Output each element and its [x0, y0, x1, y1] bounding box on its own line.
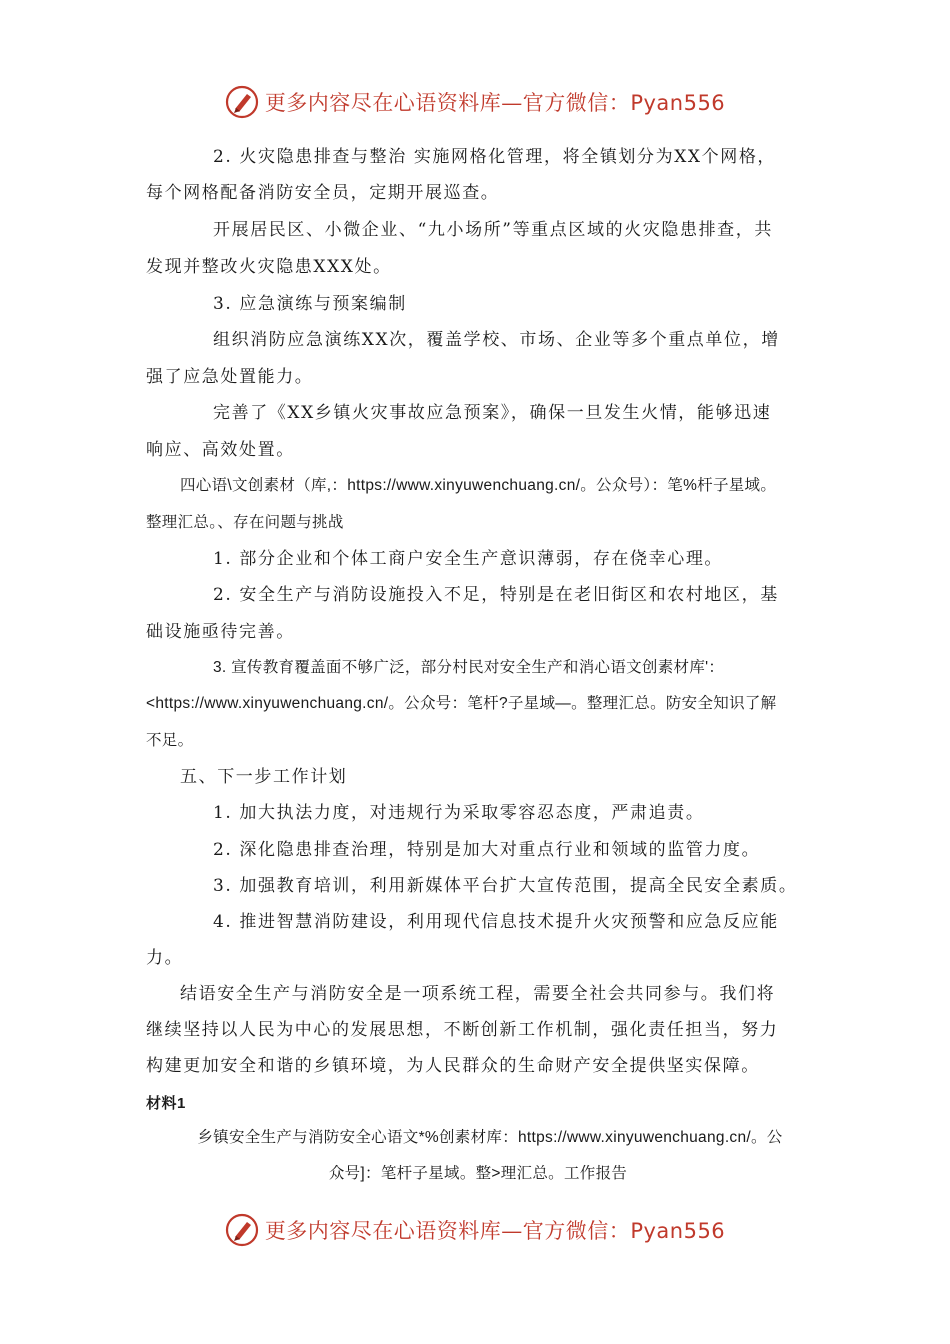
text-line: 1. 部分企业和个体工商户安全生产意识薄弱，存在侥幸心理。: [213, 549, 724, 569]
text-line: 构建更加安全和谐的乡镇环境，为人民群众的生命财产安全提供坚实保障。: [146, 1056, 760, 1076]
text-line: 2. 安全生产与消防设施投入不足，特别是在老旧街区和农村地区，基: [213, 585, 779, 605]
text-line: 4. 推进智慧消防建设，利用现代信息技术提升火灾预警和应急反应能: [213, 912, 779, 932]
wechat-id: Pyan556: [630, 91, 726, 115]
text-line: 强了应急处置能力。: [146, 367, 314, 387]
text-line: 3. 应急演练与预案编制: [213, 294, 407, 314]
text-line: 众号]：笔杆子星域。整>理汇总。工作报告: [328, 1165, 628, 1182]
text-line: <https://www.xinyuwenchuang.cn/。公众号：笔杆?子星域—。整理汇总。防安全知识了解: [146, 695, 777, 712]
text-line: 继续坚持以人民为中心的发展思想，不断创新工作机制，强化责任担当，努力: [146, 1020, 779, 1040]
text-line: 开展居民区、小微企业、“九小场所”等重点区域的火灾隐患排查，共: [213, 220, 773, 240]
text-line: 乡镇安全生产与消防安全心语文*%创素材库：https://www.xinyuwenchuang.cn/。公: [197, 1129, 783, 1146]
text-line: 2. 深化隐患排查治理，特别是加大对重点行业和领域的监管力度。: [213, 840, 761, 860]
text-line: 力。: [146, 948, 184, 968]
wechat-id: Pyan556: [630, 1219, 726, 1243]
text-line: 每个网格配备消防安全员，定期开展巡查。: [146, 183, 500, 203]
text-line: 础设施亟待完善。: [146, 622, 295, 642]
footer-banner: [0, 1210, 950, 1250]
header-banner: [0, 82, 950, 122]
text-line: 发现并整改火灾隐患XXX处。: [146, 257, 392, 277]
text-line: 四心语\文创素材（库,：https://www.xinyuwenchuang.cn/。公众号）：笔%杆子星域。: [180, 477, 777, 494]
banner-text: 更多内容尽在心语资料库—官方微信：Pyan556: [264, 91, 726, 115]
banner-text: 更多内容尽在心语资料库—官方微信：Pyan556: [264, 1219, 726, 1243]
pen-logo-icon: [225, 1213, 259, 1247]
section-heading: 五、下一步工作计划: [180, 767, 348, 787]
text-line: 整理汇总。、存在问题与挑战: [146, 514, 344, 531]
text-line: 2. 火灾隐患排查与整治 实施网格化管理，将全镇划分为XX个网格，: [213, 147, 777, 167]
text-line: 组织消防应急演练XX次，覆盖学校、市场、企业等多个重点单位，增: [213, 330, 780, 350]
text-line: 3. 宣传教育覆盖面不够广泛，部分村民对安全生产和消心语文创素材库'：: [213, 659, 725, 676]
pen-logo-icon: [225, 85, 259, 119]
text-line: 完善了《XX乡镇火灾事故应急预案》，确保一旦发生火情，能够迅速: [213, 403, 772, 423]
text-line: 结语安全生产与消防安全是一项系统工程，需要全社会共同参与。我们将: [180, 984, 776, 1004]
text-line: 不足。: [146, 732, 194, 749]
material-label: 材料1: [146, 1095, 186, 1112]
text-line: 3. 加强教育培训，利用新媒体平台扩大宣传范围，提高全民安全素质。: [213, 876, 798, 896]
text-line: 1. 加大执法力度，对违规行为采取零容忍态度，严肃追责。: [213, 803, 705, 823]
text-line: 响应、高效处置。: [146, 440, 295, 460]
